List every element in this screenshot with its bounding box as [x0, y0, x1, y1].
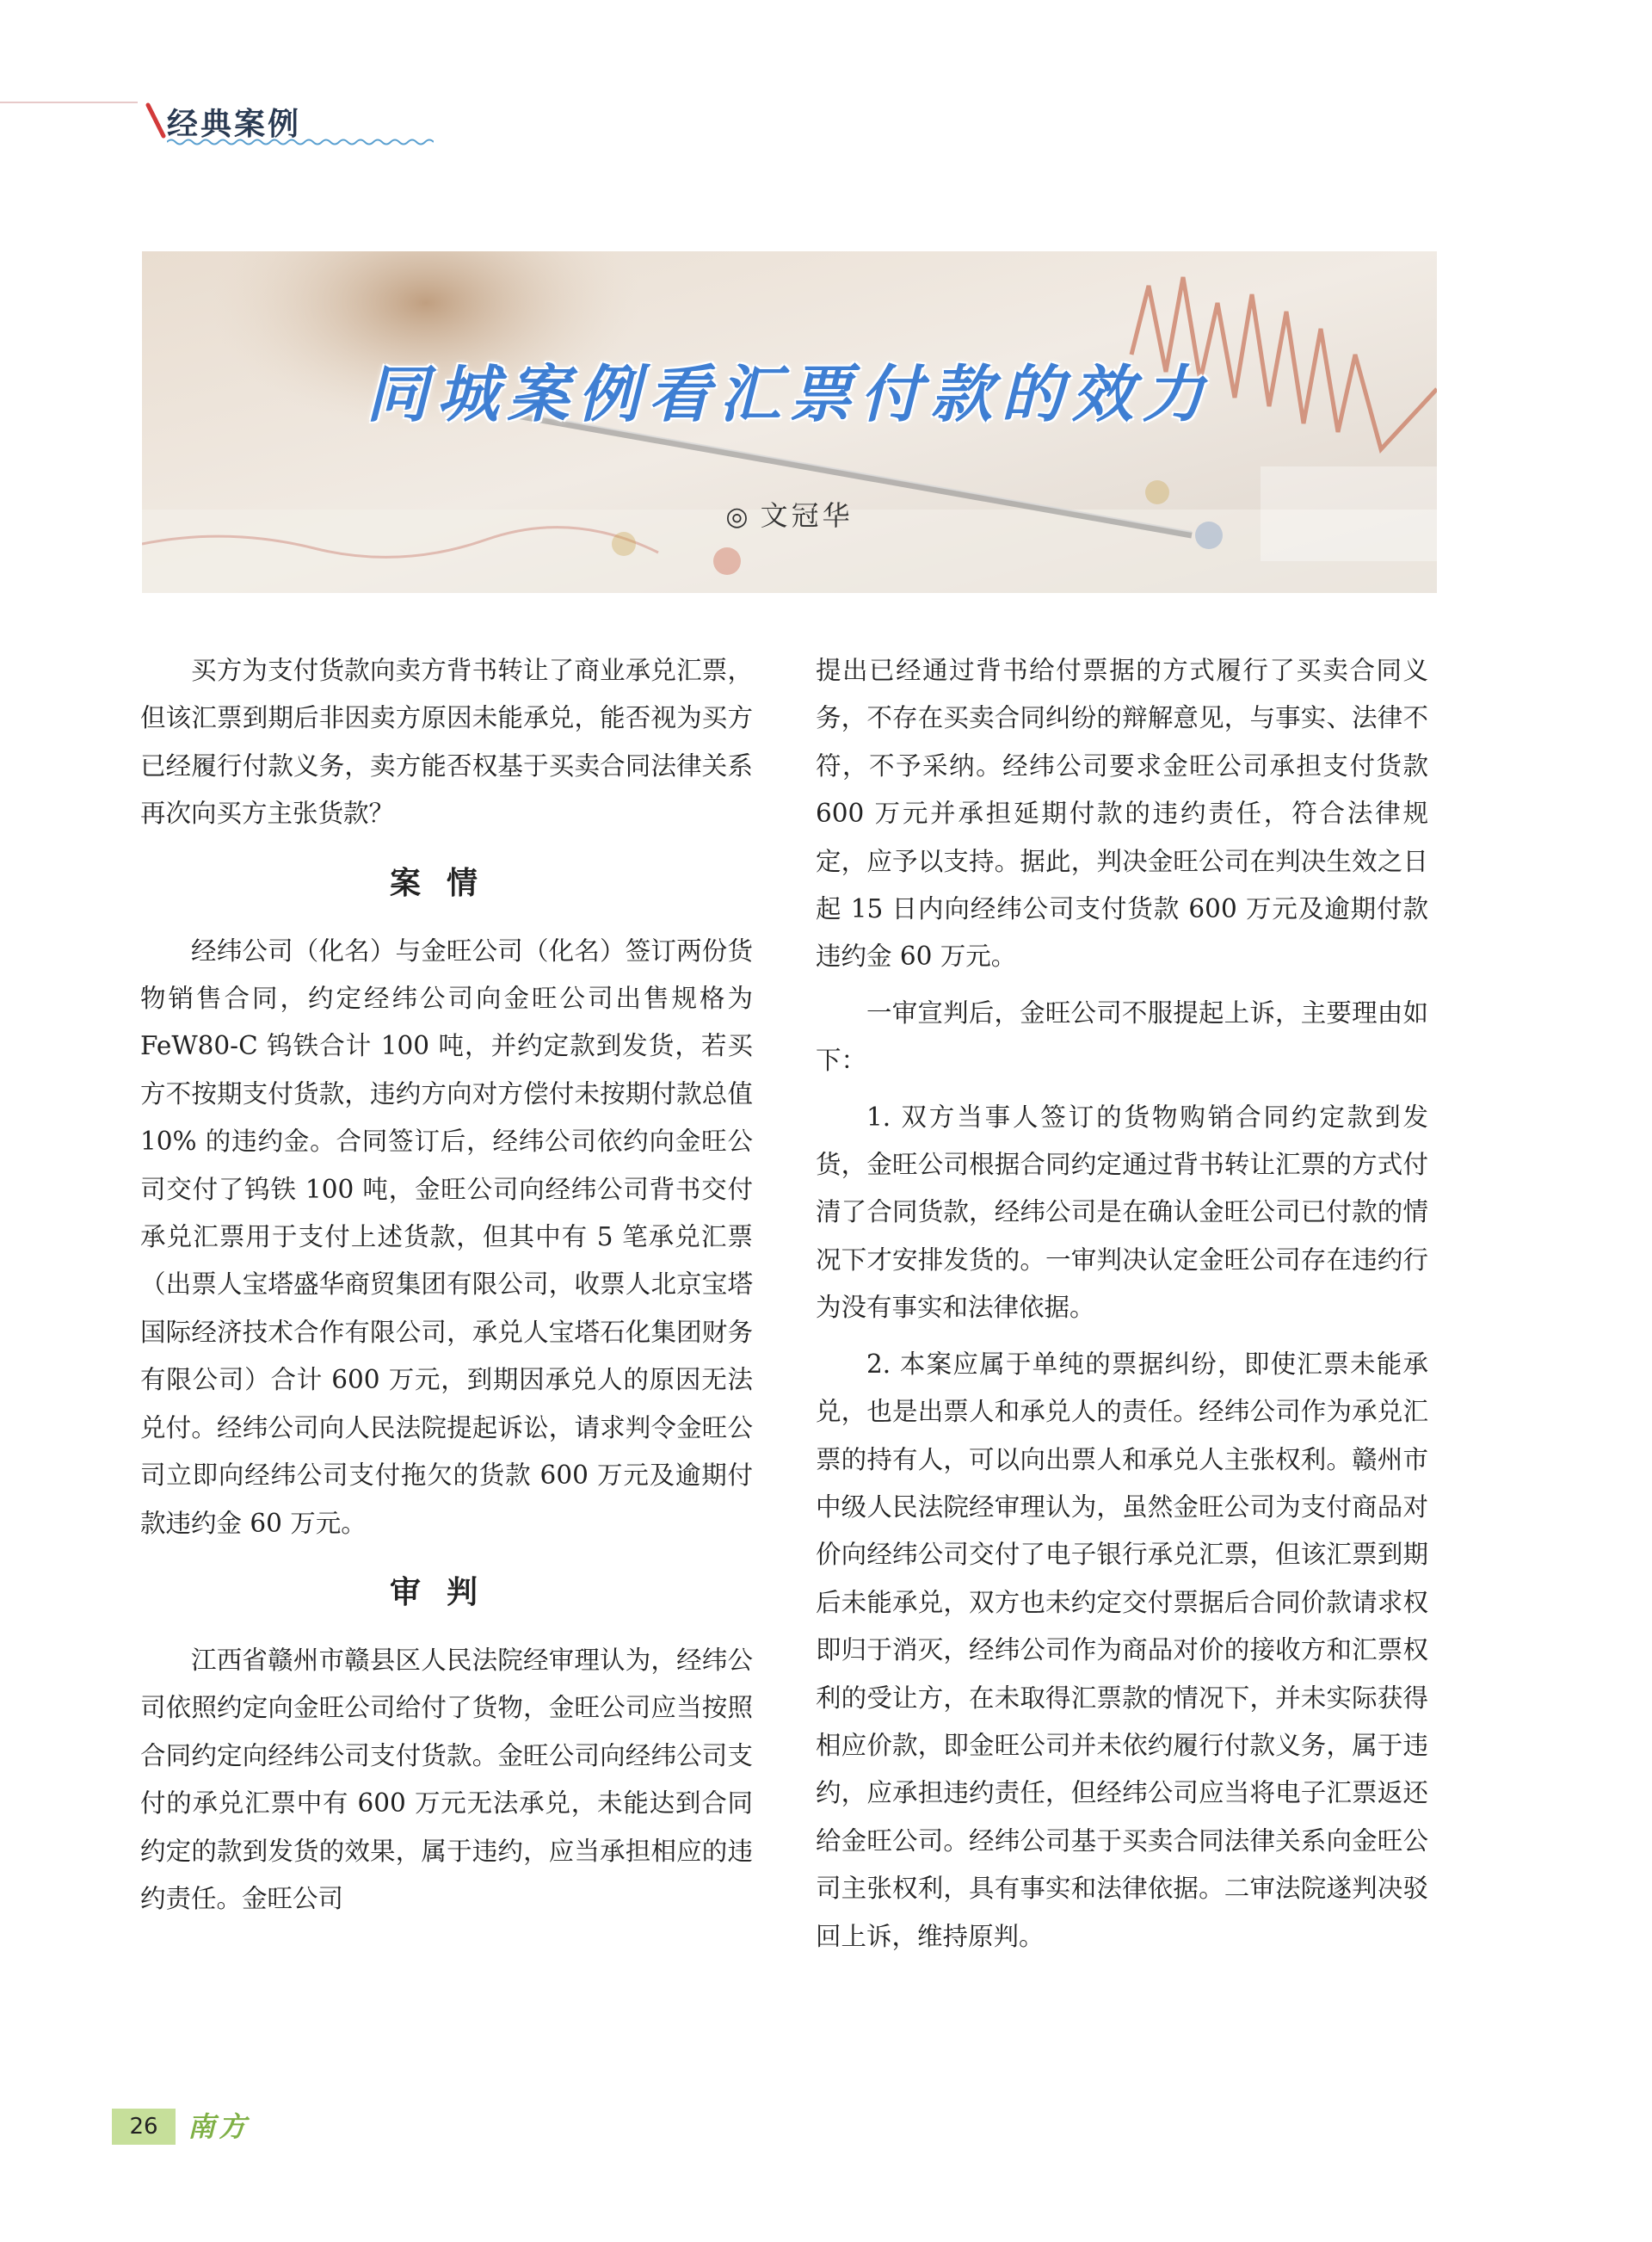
right-column	[816, 647, 1428, 1961]
heading-case: 案情	[389, 865, 503, 901]
article-banner	[142, 251, 1437, 593]
intro-paragraph: 买方为支付货款向卖方背书转让了商业承兑汇票，但该汇票到期后非因卖方原因未能承兑，能否视为买方已经履行付款义务，卖方能否权基于买卖合同法律关系再次向买方主张货款？	[140, 656, 753, 829]
tag-slash-icon	[145, 102, 167, 139]
right-paragraph-1: 提出已经通过背书给付票据的方式履行了买卖合同义务，不存在买卖合同纠纷的辩解意见，与事实、法律不符，不予采纳。经纬公司要求金旺公司承担支付货款 600 万元并承担延期付款的违约责任，符合法律规定，应予以支持。据此，判决金旺公司在判决生效之日起 15 日内向经纬公司支付货款 600 万元及逾期付款违约金 60 万元。	[816, 656, 1428, 972]
right-paragraph-3: 1. 双方当事人签订的货物购销合同约定款到发货，金旺公司根据合同约定通过背书转让汇票的方式付清了合同货款，经纬公司是在确认金旺公司已付款的情况下才安排发货的。一审判决认定金旺公司存在违约行为没有事实和法律依据。	[816, 1102, 1428, 1323]
left-column	[140, 647, 753, 1923]
right-paragraph-4: 2. 本案应属于单纯的票据纠纷，即使汇票未能承兑，也是出票人和承兑人的责任。经纬公司作为承兑汇票的持有人，可以向出票人和承兑人主张权利。赣州市中级人民法院经审理认为，虽然金旺公司为支付商品对价向经纬公司交付了电子银行承兑汇票，但该汇票到期后未能承兑，双方也未约定交付票据后合同价款请求权即归于消灭，经纬公司作为商品对价的接收方和汇票权利的受让方，在未取得汇票款的情况下，并未实际获得相应价款，即金旺公司并未依约履行付款义务，属于违约，应承担违约责任，但经纬公司应当将电子汇票返还给金旺公司。经纬公司基于买卖合同法律关系向金旺公司主张权利，具有事实和法律依据。二审法院遂判决驳回上诉，维持原判。	[816, 1349, 1428, 1951]
magazine-name: 南方	[188, 2110, 250, 2143]
section-tag-label: 经典案例	[167, 107, 302, 142]
wave-decoration-icon	[167, 138, 434, 146]
author-mark-icon: ◎	[725, 502, 752, 532]
heading-trial: 审判	[389, 1574, 503, 1610]
case-paragraph: 经纬公司（化名）与金旺公司（化名）签订两份货物销售合同，约定经纬公司向金旺公司出售规格为 FeW80-C 钨铁合计 100 吨，并约定款到发货，若买方不按期支付货款，违约方向对方偿付未按期付款总值 10% 的违约金。合同签订后，经纬公司依约向金旺公司交付了钨铁 100 吨，金旺公司向经纬公司背书交付承兑汇票用于支付上述货款，但其中有 5 笔承兑汇票（出票人宝塔盛华商贸集团有限公司，收票人北京宝塔国际经济技术合作有限公司，承兑人宝塔石化集团财务有限公司）合计 600 万元，到期因承兑人的原因无法兑付。经纬公司向人民法院提起诉讼，请求判令金旺公司立即向经纬公司支付拖欠的货款 600 万元及逾期付款违约金 60 万元。	[140, 936, 753, 1538]
header-rule	[0, 102, 138, 103]
article-title: 同城案例看汇票付款的效力	[366, 358, 1213, 430]
author-name: 文冠华	[760, 499, 854, 532]
page-number: 26	[112, 2109, 176, 2145]
right-paragraph-2: 一审宣判后，金旺公司不服提起上诉，主要理由如下：	[816, 997, 1428, 1076]
trial-paragraph: 江西省赣州市赣县区人民法院经审理认为，经纬公司依照约定向金旺公司给付了货物，金旺公司应当按照合同约定向经纬公司支付货款。金旺公司向经纬公司支付的承兑汇票中有 600 万元无法承兑，未能达到合同约定的款到发货的效果，属于违约，应当承担相应的违约责任。金旺公司	[140, 1645, 753, 1913]
article-author	[142, 494, 1437, 534]
